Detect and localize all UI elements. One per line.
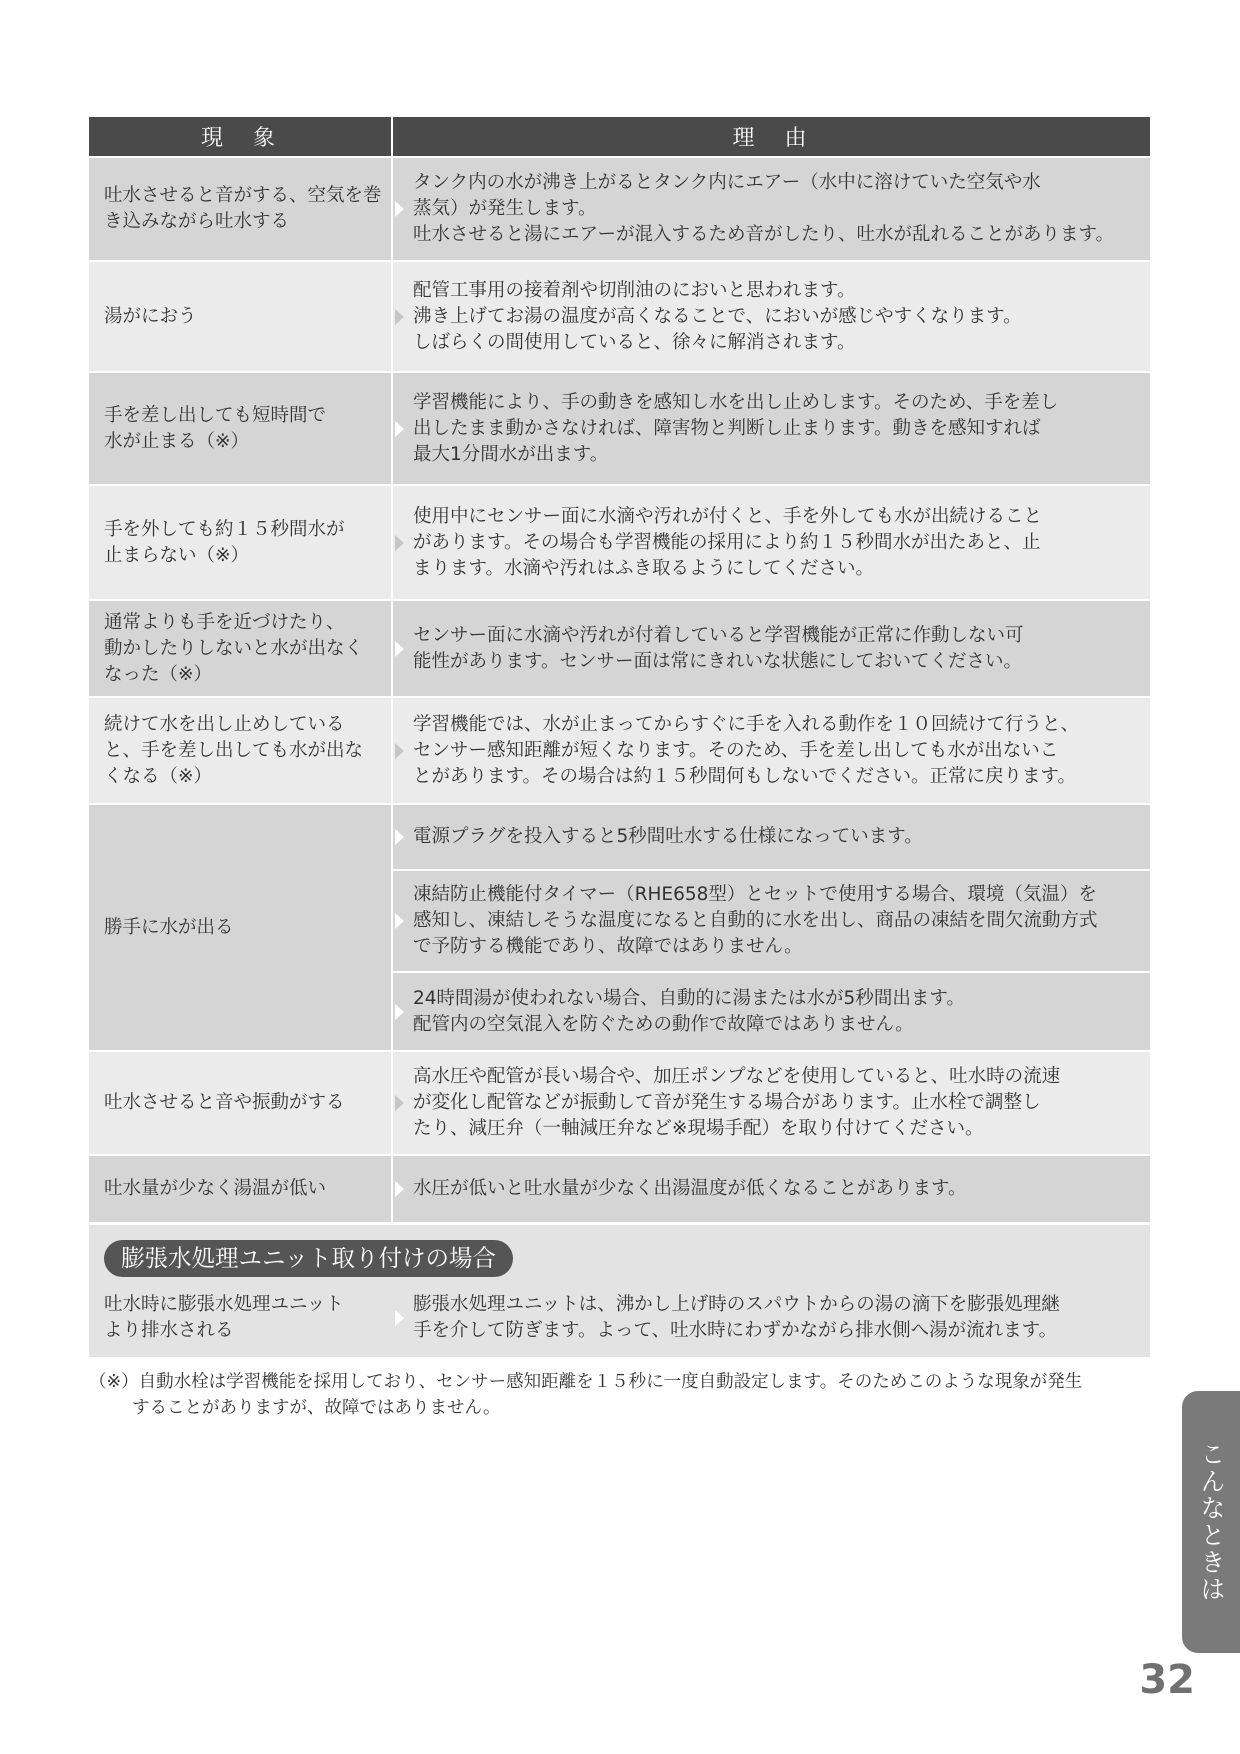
phenomenon-cell [89,805,393,1050]
phenomenon-cell [89,262,393,371]
header-reason: 理 由 [732,126,811,151]
reason-text-block [413,1064,1060,1142]
table-row [89,599,1150,696]
reason-text-block [413,824,923,850]
reason-text: 水圧が低いと吐水量が少なく出湯温度が低くなることがあります。 [413,1178,967,1199]
phenomenon-text: 通常よりも手を近づけたり、 [104,611,345,633]
phenomenon-text: なった（※） [104,663,213,685]
section-tab-label: こんなときは [1197,1441,1226,1603]
reason-text-block [413,1292,1060,1344]
reason-item [393,1287,1150,1349]
reason-item [393,971,1150,1050]
table-row [89,156,1150,260]
phenomenon-text: 勝手に水が出る [104,916,234,938]
phenomenon-cell [89,601,393,696]
reason-text: 学習機能により、手の動きを感知し水を出し止めします。そのため、手を差し [413,391,1059,413]
phenomenon-text: 手を外しても約１５秒間水が [104,518,345,540]
reason-text-block [413,390,1058,468]
reason-text: で予防する機能であり、故障ではありません。 [413,936,803,957]
reason-text: 配管内の空気混入を防ぐための動作で故障ではありません。 [413,1013,914,1035]
phenomenon-text: 湯がにおう [104,305,197,327]
reason-text-block [413,623,1024,675]
arrow-icon [395,743,404,759]
reason-text: 蒸気）が発生します。 [413,198,597,219]
troubleshooting-table [89,117,1150,1222]
reason-cell [393,805,1150,1050]
reason-item [393,698,1150,803]
table-row [89,696,1150,803]
arrow-icon [395,641,404,657]
reason-text: 最大1分間水が出ます。 [413,443,609,465]
reason-item [393,158,1150,260]
table-row [89,484,1150,599]
phenomenon-text: 水が止まる（※） [104,430,250,452]
reason-cell [393,1287,1150,1349]
reason-cell [393,486,1150,599]
reason-text: センサー面に水滴や汚れが付着していると学習機能が正常に作動しない可 [413,624,1024,646]
reason-text: 手を介して防ぎます。よって、吐水時にわずかながら排水側へ湯が流れます。 [413,1320,1058,1341]
section-tab [1182,1391,1240,1653]
reason-text: しばらくの間使用していると、徐々に解消されます。 [413,331,856,353]
reason-text: 能性があります。センサー面は常にきれいな状態にしておいてください。 [413,650,1023,672]
phenomenon-cell [89,486,393,599]
reason-text: たり、減圧弁（一軸減圧弁など※現場手配）を取り付けてください。 [413,1118,984,1139]
table-row [89,803,1150,1050]
reason-text-block [413,1176,967,1202]
table-row [89,260,1150,371]
phenomenon-text: 吐水時に膨張水処理ユニット [104,1294,344,1315]
phenomenon-cell [89,1052,393,1154]
reason-text: 出したまま動かさなければ、障害物と判断し止まります。動きを感知すれば [413,417,1041,439]
reason-text: があります。その場合も学習機能の採用により約１５秒間水が出たあと、止 [413,531,1041,553]
reason-item [393,601,1150,696]
reason-text-block [413,986,965,1038]
reason-item [393,262,1150,371]
reason-item [393,486,1150,599]
expansion-unit-section [89,1225,1150,1357]
footnote [89,1369,1169,1421]
page-number: 32 [1139,1657,1195,1703]
reason-text-block [413,170,1114,248]
arrow-icon [395,1004,404,1020]
reason-text-block [413,712,1079,790]
reason-cell [393,601,1150,696]
table-row [89,1287,1150,1349]
reason-item [393,373,1150,484]
reason-cell [393,698,1150,803]
table-row [89,1154,1150,1222]
reason-item [393,1052,1150,1154]
phenomenon-text: より排水される [104,1320,234,1341]
table-row [89,371,1150,484]
reason-text: 吐水させると湯にエアーが混入するため音がしたり、吐水が乱れることがあります。 [413,224,1114,245]
reason-text: 感知し、凍結しそうな温度になると自動的に水を出し、商品の凍結を間欠流動方式 [413,910,1098,931]
reason-text: 凍結防止機能付タイマー（RHE658型）とセットで使用する場合、環境（気温）を [413,884,1097,905]
table-row [89,1050,1150,1154]
reason-text: 高水圧や配管が長い場合や、加圧ポンプなどを使用していると、吐水時の流速 [413,1066,1061,1087]
reason-text: タンク内の水が沸き上がるとタンク内にエアー（水中に溶けていた空気や水 [413,172,1041,193]
arrow-icon [395,201,404,217]
table-header [89,117,1150,156]
reason-item [393,805,1150,869]
phenomenon-cell [89,698,393,803]
arrow-icon [395,535,404,551]
reason-text: 24時間湯が使われない場合、自動的に湯または水が5秒間出ます。 [413,987,965,1009]
phenomenon-text: 動かしたりしないと水が出なく [104,637,364,659]
phenomenon-text: 続けて水を出し止めしている [104,713,345,735]
footnote-text: することがありますが、故障ではありません。 [132,1398,501,1418]
phenomenon-text: き込みながら吐水する [104,211,290,232]
reason-item [393,869,1150,971]
phenomenon-cell [89,373,393,484]
reason-text: センサー感知距離が短くなります。そのため、手を差し出しても水が出ないこ [413,739,1059,761]
section-title-badge: 膨張水処理ユニット取り付けの場合 [104,1240,513,1277]
phenomenon-cell [89,1287,393,1349]
phenomenon-text: と、手を差し出しても水が出な [104,739,364,761]
arrow-icon [395,309,404,325]
phenomenon-cell [89,158,393,260]
phenomenon-text: 吐水させると音や振動がする [104,1092,345,1113]
reason-text: 膨張水処理ユニットは、沸かし上げ時のスパウトからの湯の滴下を膨張処理継 [413,1294,1060,1315]
reason-cell [393,1052,1150,1154]
table-body [89,156,1150,1222]
reason-cell [393,262,1150,371]
arrow-icon [395,421,404,437]
reason-text: 使用中にセンサー面に水滴や汚れが付くと、手を外しても水が出続けること [413,505,1043,527]
footnote-text: （※）自動水栓は学習機能を採用しており、センサー感知距離を１５秒に一度自動設定します。そのためこのような現象が発生 [89,1372,1083,1392]
reason-text: が変化し配管などが振動して音が発生する場合があります。止水栓で調整し [413,1092,1041,1113]
phenomenon-cell [89,1156,393,1222]
reason-text: とがあります。その場合は約１５秒間何もしないでください。正常に戻ります。 [413,765,1077,787]
reason-cell [393,373,1150,484]
arrow-icon [395,829,404,845]
reason-text: 配管工事用の接着剤や切削油のにおいと思われます。 [413,279,856,301]
phenomenon-text: 止まらない（※） [104,544,250,566]
phenomenon-text: 手を差し出しても短時間で [104,404,327,426]
reason-text: 電源プラグを投入すると5秒間吐水する仕様になっています。 [413,826,923,847]
arrow-icon [395,1181,404,1197]
phenomenon-text: 吐水させると音がする、空気を巻 [104,185,382,206]
reason-cell [393,1156,1150,1222]
arrow-icon [395,913,404,929]
header-phenomenon: 現 象 [89,117,393,156]
reason-text-block [413,504,1042,582]
phenomenon-text: 吐水量が少なく湯温が低い [104,1178,327,1199]
reason-text-block [413,882,1098,960]
phenomenon-text: くなる（※） [104,765,213,787]
reason-item [393,1156,1150,1222]
reason-text: 学習機能では、水が止まってからすぐに手を入れる動作を１０回続けて行うと、 [413,713,1080,735]
arrow-icon [395,1310,404,1326]
reason-text: 沸き上げてお湯の温度が高くなることで、においが感じやすくなります。 [413,305,1022,327]
reason-cell [393,158,1150,260]
arrow-icon [395,1095,404,1111]
reason-text-block [413,278,1022,356]
reason-text: まります。水滴や汚れはふき取るようにしてください。 [413,557,875,579]
